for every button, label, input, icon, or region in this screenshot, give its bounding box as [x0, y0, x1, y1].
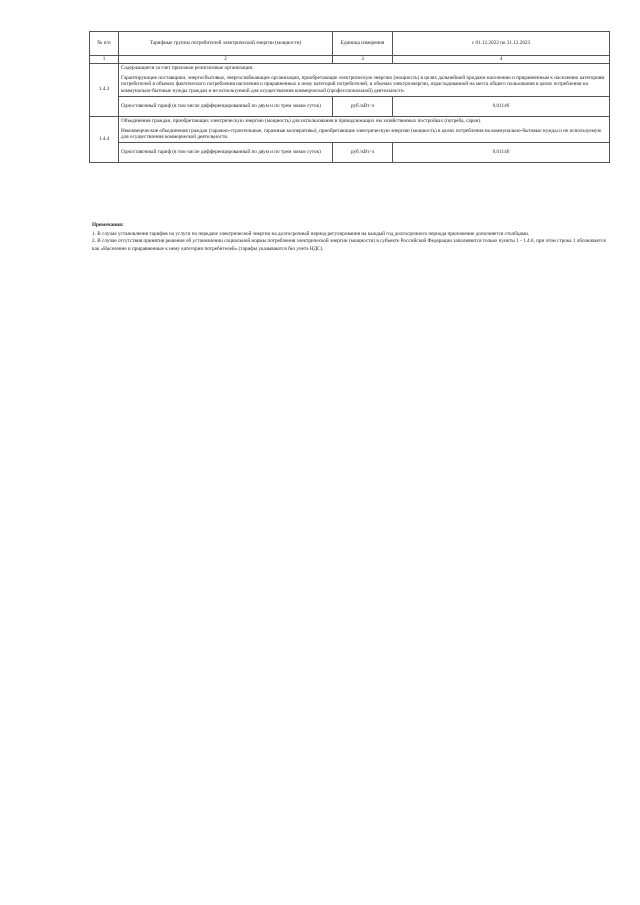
description-paragraph: Содержащиеся за счет прихожан религиозные организации.: [121, 64, 254, 71]
description-paragraph: Некоммерческие объединения граждан (гаражно-строительные, гаражные кооперативы), приобретающие электрическую энергию (мощность) в целях потребления на коммунально-бытовые нужды и не используемую для осуществления коммерческой деятельности.: [121, 127, 602, 141]
row-description: [119, 63, 610, 96]
header-group: Тарифные группы потребителей электрической энергии (мощности): [119, 32, 333, 56]
rate-row: [90, 143, 610, 163]
rate-unit: руб./кВт·ч: [333, 143, 393, 163]
description-paragraph: Объединения граждан, приобретающих электрическую энергию (мощность) для использования в принадлежащих им хозяйственных постройках (погреба, сараи).: [121, 117, 482, 124]
note-item: 2. В случае отсутствия принятия решения об установлении социальной нормы потребления электрической энергии (мощности) в субъекте Российской Федерации заполняются только пункты 1 - 1.4.6, при этом строка 1 обозначается как «Население и приравненные к нему категории потребителей» (тарифы указываются без учета НДС).: [92, 238, 606, 252]
tariff-table: [89, 31, 610, 163]
rate-value: 0,01146: [393, 96, 610, 116]
table-row: [90, 116, 610, 142]
row-number: 1.4.4: [90, 116, 119, 162]
description-paragraph: Гарантирующие поставщики, энергосбытовые, энергоснабжающие организации, приобретающие электрическую энергию (мощность) в целях дальнейшей продажи населению и приравненным к населению категориям потребителей в объемах фактического потребления населения и приравненных к нему категорий потребителей, и объемах электроэнергии, израсходованной на места общего пользования в целях потребления на коммунально-бытовые нужды граждан и не используемой для осуществления коммерческой (профессиональной) деятельности.: [121, 74, 605, 94]
index-cell: 1: [90, 56, 119, 64]
index-cell: 2: [119, 56, 333, 64]
column-index-row: [90, 56, 610, 64]
rate-unit: руб./кВт·ч: [333, 96, 393, 116]
header-num: № п/п: [90, 32, 119, 56]
table-row: [90, 63, 610, 96]
header-unit: Единица измерения: [333, 32, 393, 56]
note-item: 1. В случае установления тарифов на услуги по передаче электрической энергии на долгосрочный период регулирования на каждый год долгосрочного периода приложение дополняется столбцами.: [92, 230, 530, 237]
rate-row: [90, 96, 610, 116]
index-cell: 4: [393, 56, 610, 64]
notes-section: [92, 222, 608, 253]
index-cell: 3: [333, 56, 393, 64]
table-header-row: [90, 32, 610, 56]
row-number: 1.4.3: [90, 63, 119, 116]
notes-title: Примечания:: [92, 222, 124, 228]
row-description: [119, 116, 610, 142]
rate-label: Одноставочный тариф (в том числе дифференцированный по двум и по трем зонам суток): [119, 143, 333, 163]
header-period: с 01.12.2022 по 31.12.2023: [393, 32, 610, 56]
rate-value: 0,01146: [393, 143, 610, 163]
rate-label: Одноставочный тариф (в том числе дифференцированный по двум и по трем зонам суток): [119, 96, 333, 116]
